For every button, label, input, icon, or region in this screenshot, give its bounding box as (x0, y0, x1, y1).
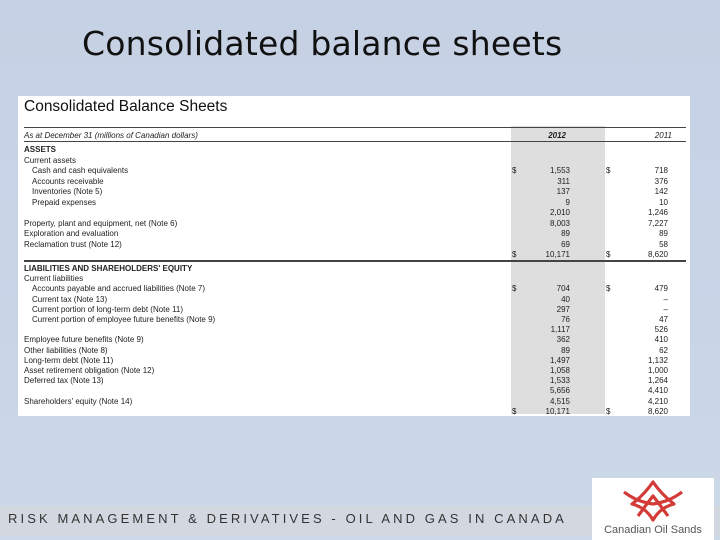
value-2011: – (663, 294, 668, 304)
table-row (24, 386, 686, 395)
table-row (24, 219, 686, 228)
row-label: Current tax (Note 13) (32, 294, 108, 304)
table-row (24, 187, 686, 196)
table-row (24, 166, 686, 175)
header-note: As at December 31 (millions of Canadian dollars) (24, 131, 198, 140)
currency-2011: $ (606, 284, 611, 294)
row-label: Employee future benefits (Note 9) (24, 335, 144, 345)
table-row (24, 156, 686, 165)
value-2012: 1,533 (549, 376, 570, 386)
table-row (24, 284, 686, 293)
col-2012-header: 2012 (548, 131, 566, 140)
table-row (24, 305, 686, 314)
table-row (24, 177, 686, 186)
row-label: LIABILITIES AND SHAREHOLDERS' EQUITY (24, 264, 193, 273)
page-title: Consolidated balance sheets (82, 24, 563, 63)
row-label: Deferred tax (Note 13) (24, 376, 104, 386)
currency-2011: $ (606, 250, 611, 259)
row-label: Current liabilities (24, 274, 84, 284)
row-label: Exploration and evaluation (24, 229, 119, 238)
currency-2012: $ (512, 406, 517, 416)
currency-2012: $ (512, 250, 517, 259)
row-label: ASSETS (24, 145, 57, 154)
table-row (24, 356, 686, 365)
value-2012: 76 (561, 315, 570, 324)
currency-2012: $ (512, 166, 517, 175)
value-2012: 10,171 (545, 250, 570, 259)
value-2011: 10 (659, 197, 668, 207)
value-2011: 4,410 (647, 386, 668, 396)
header-top-rule (24, 127, 686, 128)
row-label: Current assets (24, 155, 77, 165)
table-row (24, 407, 686, 416)
row-label: Prepaid expenses (32, 197, 97, 207)
row-label: Inventories (Note 5) (32, 187, 103, 196)
value-2012: 137 (556, 187, 570, 196)
value-2012: 9 (565, 197, 570, 207)
table-row (24, 240, 686, 249)
footer-text: RISK MANAGEMENT & DERIVATIVES - OIL AND GAS IN CANADA (8, 511, 567, 526)
value-2011: 1,000 (647, 366, 668, 375)
value-2012: 8,003 (549, 218, 570, 228)
value-2011: 8,620 (647, 406, 668, 416)
table-row (24, 295, 686, 304)
table-row (24, 325, 686, 334)
value-2011: 1,132 (647, 355, 668, 365)
table-row (24, 397, 686, 406)
table-row (24, 250, 686, 259)
value-2011: 410 (654, 335, 668, 345)
balance-sheet-image (18, 96, 690, 416)
value-2011: 89 (659, 229, 668, 238)
sheet-title: Consolidated Balance Sheets (24, 98, 228, 115)
row-label: Property, plant and equipment, net (Note 6) (24, 218, 178, 228)
row-label: Cash and cash equivalents (32, 166, 129, 175)
row-label: Accounts payable and accrued liabilities (Note 7) (32, 284, 205, 294)
table-row (24, 208, 686, 217)
value-2012: 1,058 (549, 366, 570, 375)
table-row (24, 229, 686, 238)
value-2012: 362 (556, 335, 570, 345)
table-row (24, 335, 686, 344)
value-2011: 7,227 (647, 218, 668, 228)
table-row (24, 274, 686, 283)
row-label: Long-term debt (Note 11) (24, 355, 114, 365)
col-2011-header: 2011 (654, 131, 672, 140)
header-row (24, 131, 686, 140)
value-2012: 89 (561, 345, 570, 355)
value-2012: 40 (561, 294, 570, 304)
value-2011: – (663, 304, 668, 314)
row-label: Shareholders' equity (Note 14) (24, 396, 133, 406)
row-label: Other liabilities (Note 8) (24, 345, 108, 355)
value-2011: 1,264 (647, 376, 668, 386)
table-row (24, 366, 686, 375)
value-2012: 311 (557, 176, 570, 186)
table-row (24, 145, 686, 154)
value-2012: 1,497 (549, 355, 570, 365)
value-2011: 8,620 (647, 250, 668, 259)
header-bottom-rule (24, 141, 686, 142)
value-2011: 62 (659, 345, 668, 355)
value-2011: 479 (654, 284, 668, 294)
value-2011: 526 (654, 325, 668, 335)
value-2012: 69 (561, 239, 570, 249)
currency-2011: $ (606, 166, 611, 175)
value-2012: 2,010 (549, 208, 570, 217)
value-2012: 4,515 (549, 396, 570, 406)
value-2012: 1,117 (550, 325, 570, 335)
value-2012: 10,171 (545, 406, 570, 416)
currency-2011: $ (606, 406, 611, 416)
table-row (24, 264, 686, 273)
table-row (24, 346, 686, 355)
section-divider (24, 260, 686, 262)
row-label: Current portion of long-term debt (Note 11) (32, 304, 184, 314)
value-2012: 1,553 (549, 166, 570, 175)
value-2012: 89 (561, 229, 570, 238)
value-2012: 704 (556, 284, 570, 294)
value-2011: 1,246 (647, 208, 668, 217)
value-2011: 718 (654, 166, 668, 175)
company-logo (592, 478, 714, 540)
row-label: Accounts receivable (32, 176, 104, 186)
value-2011: 47 (659, 315, 668, 324)
row-label: Current portion of employee future benefits (Note 9) (32, 315, 216, 324)
logo-flame-icon (592, 478, 714, 524)
currency-2012: $ (512, 284, 517, 294)
value-2011: 4,210 (647, 396, 668, 406)
value-2011: 376 (654, 176, 668, 186)
table-row (24, 376, 686, 385)
row-label: Reclamation trust (Note 12) (24, 239, 122, 249)
row-label: Asset retirement obligation (Note 12) (24, 366, 155, 375)
logo-text: Canadian Oil Sands (604, 524, 702, 536)
value-2011: 58 (659, 239, 668, 249)
value-2012: 297 (556, 304, 570, 314)
value-2012: 5,656 (549, 386, 570, 396)
table-row (24, 198, 686, 207)
table-row (24, 315, 686, 324)
value-2011: 142 (654, 187, 668, 196)
